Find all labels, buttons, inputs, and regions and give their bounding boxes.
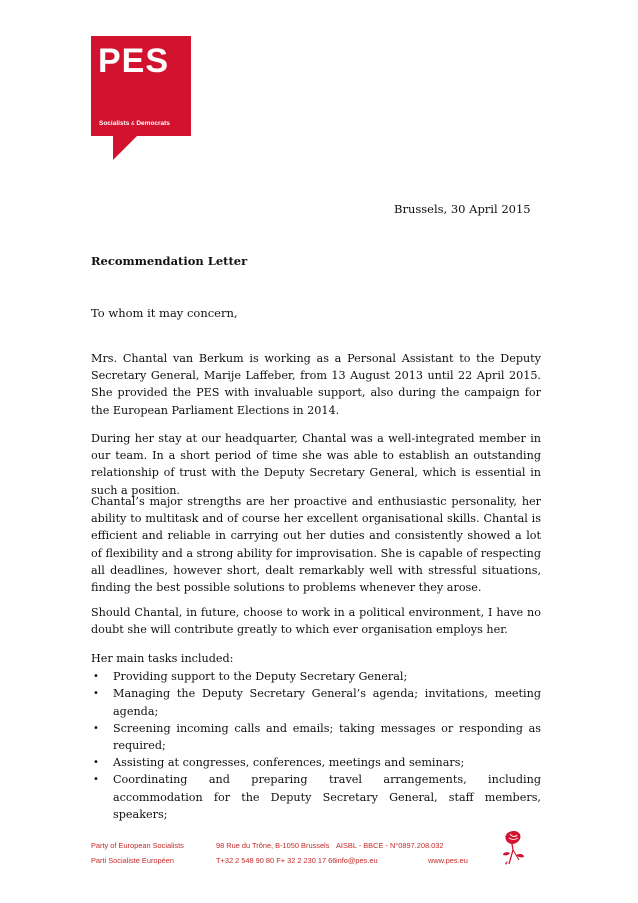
task-text: Providing support to the Deputy Secretary General; xyxy=(113,670,408,684)
paragraph-intro: Mrs. Chantal van Berkum is working as a Personal Assistant to the Deputy Secretary General, Marije Laffeber, from 13 August 2013 until 22 April 2015. She provided the PES with invaluable support, also during the campaign for the European Parliament Elections in 2014. xyxy=(91,352,541,417)
logo-box xyxy=(91,36,191,136)
letter-footer xyxy=(91,834,541,874)
logo-title: PES xyxy=(98,42,170,80)
paragraph-recommendation: Should Chantal, in future, choose to work in a political environment, I have no doubt she will contribute greatly to which ever organisation employs her. xyxy=(91,606,541,637)
tasks-label: Her main tasks included: xyxy=(91,652,234,665)
rose-icon xyxy=(495,827,533,867)
bullet-icon: • xyxy=(93,722,99,734)
logo-speech-tail xyxy=(113,136,137,160)
bullet-icon: • xyxy=(93,671,99,683)
footer-phone: T+32 2 548 90 80 F+ 32 2 230 17 66 xyxy=(216,856,337,865)
bullet-icon: • xyxy=(93,774,99,786)
logo-subtitle xyxy=(99,120,170,127)
footer-website[interactable]: www.pes.eu xyxy=(428,856,468,865)
letter-heading: Recommendation Letter xyxy=(91,254,248,268)
footer-contact xyxy=(216,838,336,868)
task-item xyxy=(91,754,541,771)
pes-logo xyxy=(91,36,191,160)
footer-email[interactable]: info@pes.eu xyxy=(336,856,378,865)
logo-subtitle-part1: Socialists xyxy=(99,120,130,127)
task-text: Coordinating and preparing travel arrangements, including accommodation for the Deputy Secretary General, staff members, speakers; xyxy=(113,773,541,821)
logo-subtitle-part2: Democrats xyxy=(136,120,170,127)
logo-subtitle-amp: & xyxy=(131,121,135,127)
paragraph-strengths: Chantal’s major strengths are her proactive and enthusiastic personality, her ability to multitask and of course her excellent organisational skills. Chantal is efficient and reliable in carrying out her duties and consistently showed a lot of flexibility and a strong ability for improvisation. She is capable of respecting all deadlines, however short, dealt remarkably well with stressful situations, finding the best possible solutions to problems whenever they arose. xyxy=(91,495,541,595)
letter-salutation: To whom it may concern, xyxy=(91,306,238,320)
task-list xyxy=(91,668,541,823)
footer-address: 98 Rue du Trône, B-1050 Brussels xyxy=(216,841,330,850)
task-text: Assisting at congresses, conferences, meetings and seminars; xyxy=(113,756,465,770)
task-item xyxy=(91,668,541,685)
task-text: Managing the Deputy Secretary General’s agenda; invitations, meeting agenda; xyxy=(113,687,541,718)
paragraph-team: During her stay at our headquarter, Chantal was a well-integrated member in our team. In a short period of time she was able to establish an outstanding relationship of trust with the Deputy Secretary General, which is essential in such a position. xyxy=(91,432,541,497)
footer-registration: AISBL - BBCE - N°0897.208.032 xyxy=(336,841,444,850)
bullet-icon: • xyxy=(93,757,99,769)
task-item xyxy=(91,720,541,754)
task-text: Screening incoming calls and emails; taking messages or responding as required; xyxy=(113,721,541,753)
footer-org-names xyxy=(91,838,184,868)
bullet-icon: • xyxy=(93,688,99,700)
letter-date: Brussels, 30 April 2015 xyxy=(394,202,531,216)
footer-org-name-fr: Parti Socialiste Européen xyxy=(91,856,174,865)
task-item xyxy=(91,685,541,719)
tasks-section xyxy=(91,650,541,823)
task-item xyxy=(91,771,541,823)
footer-org-name-en: Party of European Socialists xyxy=(91,841,184,850)
